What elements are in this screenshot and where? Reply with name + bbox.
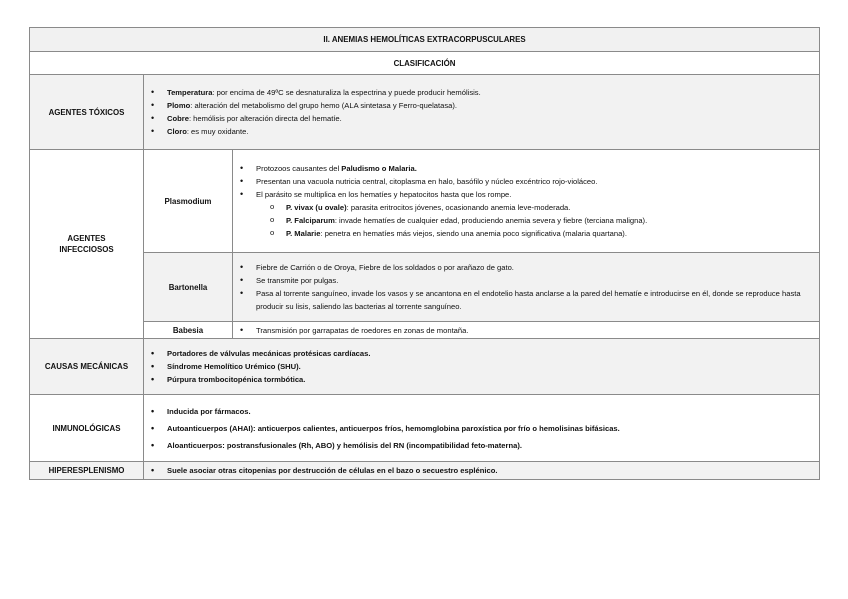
inmuno-content [144, 395, 820, 462]
classification-table-frame [29, 27, 819, 491]
sub-list-item: o P. vivax (u ovale): parasita eritrocitos jóvenes, ocasionando anemia leve-moderada. [270, 201, 813, 214]
infecciosos-label: AGENTES INFECCIOSOS [30, 150, 144, 339]
table-subtitle: CLASIFICACIÓN [30, 52, 820, 75]
mecanicas-content [144, 339, 820, 395]
list-item: • Cloro: es muy oxidante. [151, 125, 813, 138]
toxicos-content [144, 75, 820, 150]
list-item: • Aloanticuerpos: postransfusionales (Rh, ABO) y hemólisis del RN (incompatibilidad feto-materna). [151, 437, 813, 454]
babesia-label: Babesia [144, 322, 233, 339]
list-item: • Autoanticuerpos (AHAI): anticuerpos calientes, anticuerpos fríos, hemomglobina paroxística por frío o hemolisinas bifásicas. [151, 420, 813, 437]
list-item: • Presentan una vacuola nutricia central, citoplasma en halo, basófilo y núcleo excéntrico rojo-violáceo. [240, 175, 813, 188]
inmuno-row [30, 395, 820, 462]
sub-list-item: o P. Falciparum: invade hematíes de cualquier edad, produciendo anemia severa y fiebre (terciana maligna). [270, 214, 813, 227]
table-title: II. ANEMIAS HEMOLÍTICAS EXTRACORPUSCULARES [30, 28, 820, 52]
list-item: • Suele asociar otras citopenias por destrucción de células en el bazo o secuestro esplénico. [151, 464, 813, 477]
list-item: • Portadores de válvulas mecánicas protésicas cardíacas. [151, 347, 813, 360]
plasmodium-row [30, 150, 820, 253]
subtitle-row [30, 52, 820, 75]
list-item: • Inducida por fármacos. [151, 403, 813, 420]
bartonella-row [30, 253, 820, 322]
list-item: • Fiebre de Carrión o de Oroya, Fiebre de los soldados o por arañazo de gato. [240, 261, 813, 274]
plasmodium-label: Plasmodium [144, 150, 233, 253]
list-item: • El parásito se multiplica en los hematíes y hepatocitos hasta que los rompe. o P. vivax (u ovale): parasita eritrocitos jóvenes, ocasionando anemia leve-moderada. o P. Falciparum: invade hematíes de cualquier edad, produciendo anemia severa y fiebre (terciana maligna). o P. Malarie: penetra en hematíes más viejos, siendo una anemia poco significativa (malaria quartana). [240, 188, 813, 240]
list-item: • Púrpura trombocitopénica tormbótica. [151, 373, 813, 386]
bartonella-content [233, 253, 820, 322]
babesia-content [233, 322, 820, 339]
hiper-content [144, 462, 820, 480]
babesia-row [30, 322, 820, 339]
mecanicas-row [30, 339, 820, 395]
list-item: • Plomo: alteración del metabolismo del grupo hemo (ALA sintetasa y Ferro-quelatasa). [151, 99, 813, 112]
hiper-row [30, 462, 820, 480]
inmuno-label: INMUNOLÓGICAS [30, 395, 144, 462]
hiper-label: HIPERESPLENISMO [30, 462, 144, 480]
title-row [30, 28, 820, 52]
list-item: • Temperatura: por encima de 49ºC se desnaturaliza la espectrina y puede producir hemólisis. [151, 86, 813, 99]
plasmodium-content [233, 150, 820, 253]
toxicos-label: AGENTES TÓXICOS [30, 75, 144, 150]
list-item: • Cobre: hemólisis por alteración directa del hematíe. [151, 112, 813, 125]
toxicos-row [30, 75, 820, 150]
bartonella-label: Bartonella [144, 253, 233, 322]
list-item: • Protozoos causantes del Paludismo o Malaria. [240, 162, 813, 175]
list-item: • Síndrome Hemolítico Urémico (SHU). [151, 360, 813, 373]
list-item: • Se transmite por pulgas. [240, 274, 813, 287]
list-item: • Transmisión por garrapatas de roedores en zonas de montaña. [240, 324, 813, 337]
list-item: • Pasa al torrente sanguíneo, invade los vasos y se ancantona en el endotelio hasta anclarse a la pared del hematíe e introducirse en él, donde se reproduce hasta producir su lisis, saliendo las bacterias al torrente sanguíneo. [240, 287, 813, 313]
mecanicas-label: CAUSAS MECÁNICAS [30, 339, 144, 395]
classification-table [29, 27, 820, 480]
sub-list-item: o P. Malarie: penetra en hematíes más viejos, siendo una anemia poco significativa (malaria quartana). [270, 227, 813, 240]
